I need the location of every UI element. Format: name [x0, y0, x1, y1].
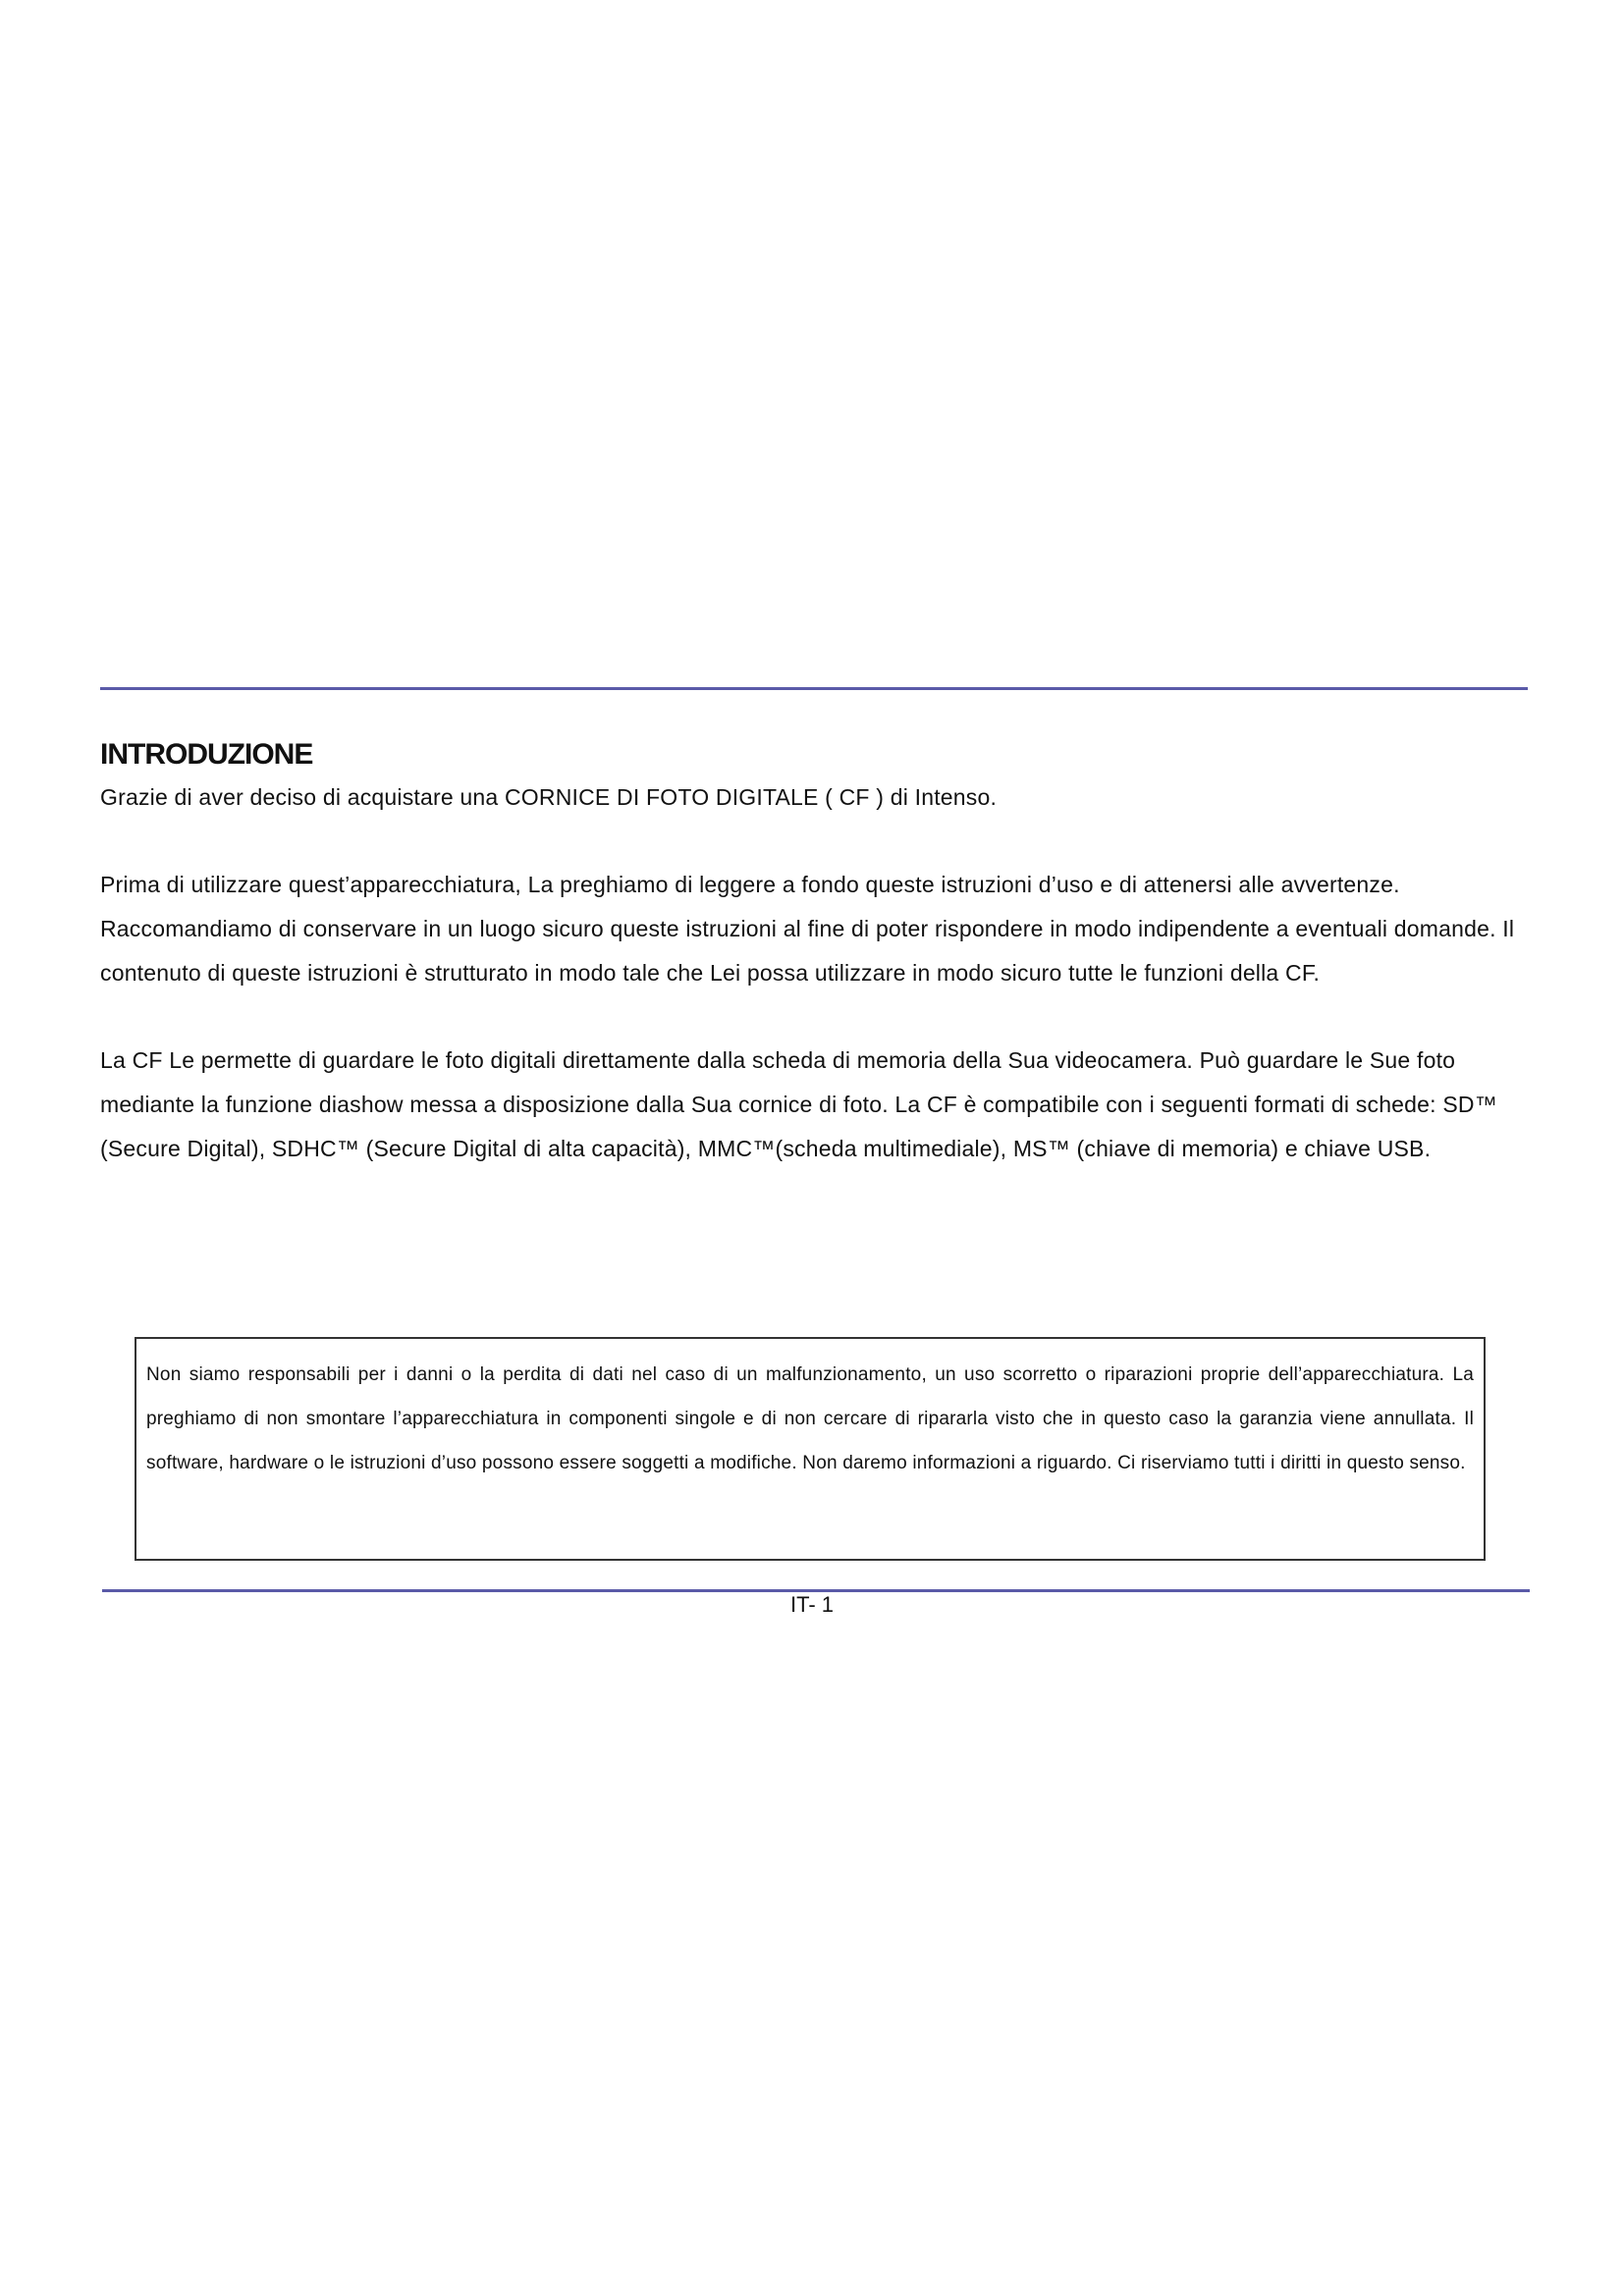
page-number: IT- 1: [789, 1592, 834, 1617]
intro-paragraph: Grazie di aver deciso di acquistare una CORNICE DI FOTO DIGITALE ( CF ) di Intenso.: [100, 784, 998, 810]
compatibility-paragraph: La CF Le permette di guardare le foto digitali direttamente dalla scheda di memoria della Sua videocamera. Può guardare le Sue foto mediante la funzione diashow messa a disposizione dalla Sua cornice di foto. La CF è compatibile con i seguenti formati di schede: SD™ (Secure Digital), SDHC™ (Secure Digital di alta capacità), MMC™(scheda multimediale), MS™ (chiave di memoria) e chiave USB.: [100, 1047, 1497, 1161]
disclaimer-box: [135, 1337, 1486, 1561]
disclaimer-text: Non siamo responsabili per i danni o la perdita di dati nel caso di un malfunzionamento, un uso scorretto o riparazioni proprie dell’apparecchiatura. La preghiamo di non smontare l’apparecchiatura in componenti singole e di non cercare di ripararla visto che in questo caso la garanzia viene annullata. Il software, hardware o le istruzioni d’uso possono essere soggetti a modifiche. Non daremo informazioni a riguardo. Ci riserviamo tutti i diritti in questo senso.: [146, 1364, 1474, 1473]
page-title: INTRODUZIONE: [100, 738, 313, 771]
header-rule: [100, 687, 1528, 690]
main-content: [100, 734, 1543, 1171]
instructions-paragraph: Prima di utilizzare quest’apparecchiatura, La preghiamo di leggere a fondo queste istruzioni d’uso e di attenersi alle avvertenze. Raccomandiamo di conservare in un luogo sicuro queste istruzioni al fine di poter rispondere in modo indipendente a eventuali domande. Il contenuto di queste istruzioni è strutturato in modo tale che Lei possa utilizzare in modo sicuro tutte le funzioni della CF.: [100, 872, 1515, 986]
